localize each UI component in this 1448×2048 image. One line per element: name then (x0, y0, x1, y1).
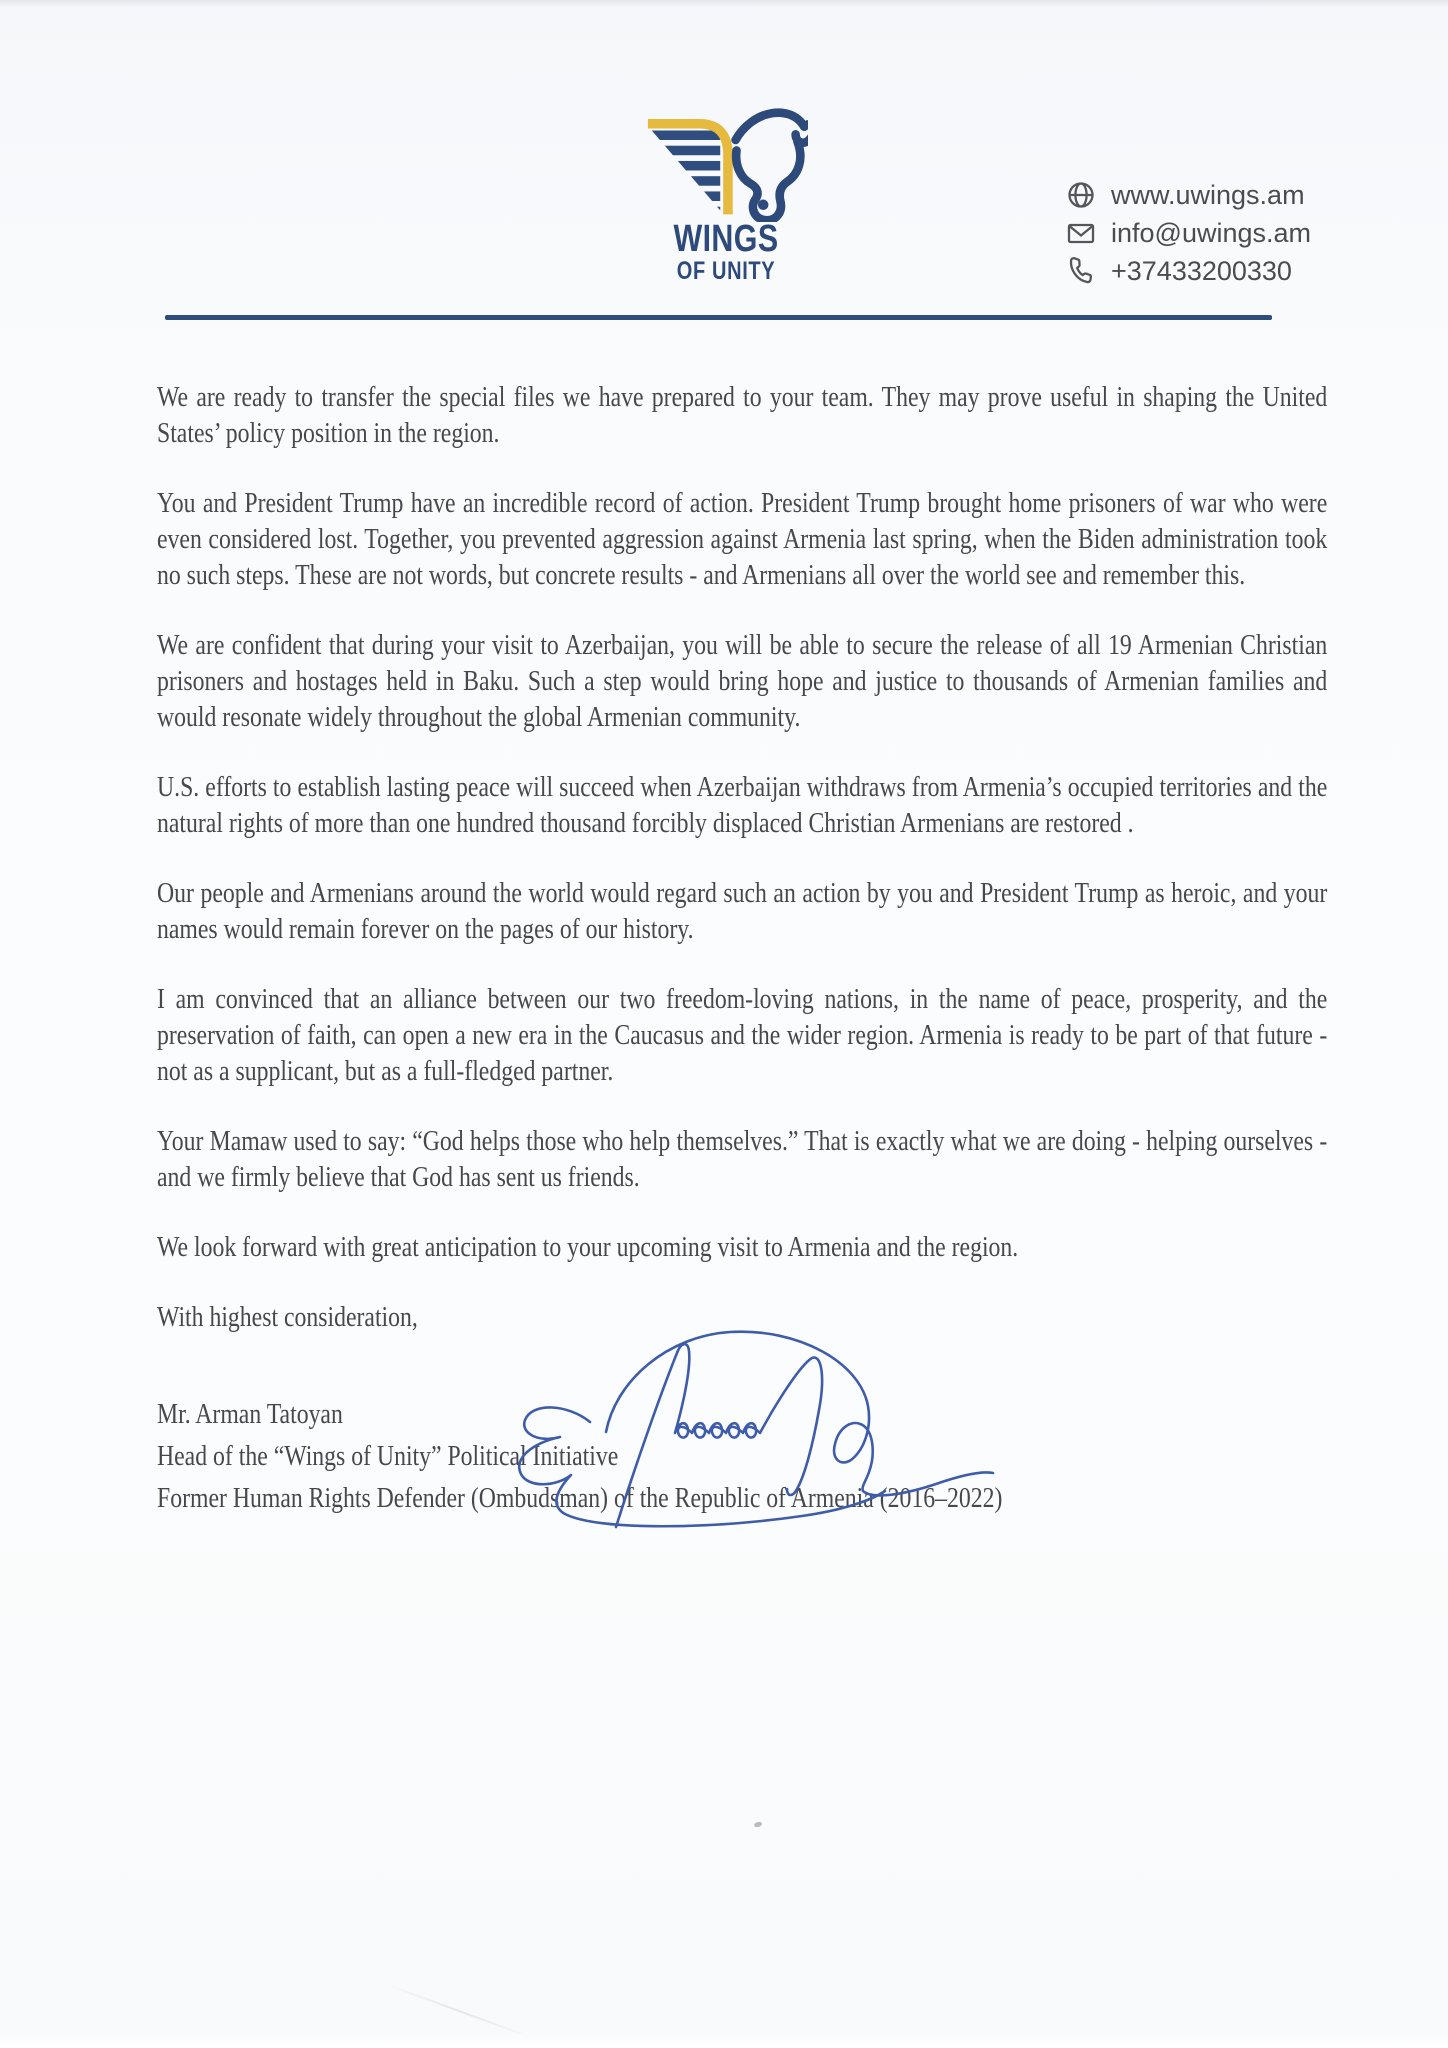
signer-name: Mr. Arman Tatoyan (157, 1399, 343, 1430)
winged-bull-logo-icon (646, 98, 808, 222)
scan-bottom-edge (0, 2032, 1448, 2048)
phone-text: +37433200330 (1111, 255, 1292, 286)
globe-icon (1064, 180, 1098, 210)
brand-wordmark: WINGS (673, 218, 779, 260)
contact-block (1064, 176, 1311, 290)
letter-paragraph: U.S. efforts to establish lasting peace will succeed when Azerbaijan withdraws from Armenia’s occupied territories and the natural rights of more than one hundred thousand forcibly displaced Christian Armenians are restored . (157, 772, 1328, 839)
contact-phone-row (1064, 252, 1311, 290)
letter-paragraph: We look forward with great anticipation to your upcoming visit to Armenia and the region. (157, 1232, 1019, 1263)
email-text: info@uwings.am (1111, 217, 1311, 248)
signer-title-line2: Former Human Rights Defender (Ombudsman) of the Republic of Armenia (2016–2022) (157, 1483, 1003, 1514)
contact-email-row (1064, 214, 1311, 252)
letter-paragraph: We are ready to transfer the special files we have prepared to your team. They may prove useful in shaping the United States’ policy position in the region. (157, 382, 1328, 449)
letter-paragraph: We are confident that during your visit to Azerbaijan, you will be able to secure the release of all 19 Armenian Christian prisoners and hostages held in Baku. Such a step would bring hope and justice to thousands of Armenian families and would resonate widely throughout the global Armenian community. (157, 630, 1328, 733)
letter-paragraph: You and President Trump have an incredible record of action. President Trump brought home prisoners of war who were even considered lost. Together, you prevented aggression against Armenia last spring, when the Biden administration took no such steps. These are not words, but concrete results - and Armenians all over the world see and remember this. (157, 488, 1328, 591)
envelope-icon (1064, 218, 1098, 248)
closing-salutation: With highest consideration, (157, 1302, 418, 1333)
bull-eye-dot (758, 200, 768, 210)
letter-paragraph: Your Mamaw used to say: “God helps those who help themselves.” That is exactly what we are doing - helping ourselves - and we firmly believe that God has sent us friends. (157, 1126, 1328, 1193)
letter-paragraph: Our people and Armenians around the world would regard such an action by you and President Trump as heroic, and your names would remain forever on the pages of our history. (157, 878, 1328, 945)
brand-wordmark-sub: OF UNITY (676, 257, 776, 285)
scan-speck (753, 1821, 762, 1828)
letterhead-divider-rule (165, 315, 1272, 320)
phone-icon (1064, 256, 1098, 286)
letter-paragraph: I am convinced that an alliance between our two freedom-loving nations, in the name of peace, prosperity, and the preservation of faith, can open a new era in the Caucasus and the wider region. Armenia is ready to be part of that future - not as a supplicant, but as a full-fledged partner. (157, 984, 1328, 1087)
contact-website-row (1064, 176, 1311, 214)
website-text: www.uwings.am (1111, 179, 1305, 210)
signer-title-line1: Head of the “Wings of Unity” Political Initiative (157, 1441, 619, 1472)
handwritten-signature (470, 1310, 995, 1545)
scan-top-edge (0, 0, 1448, 7)
